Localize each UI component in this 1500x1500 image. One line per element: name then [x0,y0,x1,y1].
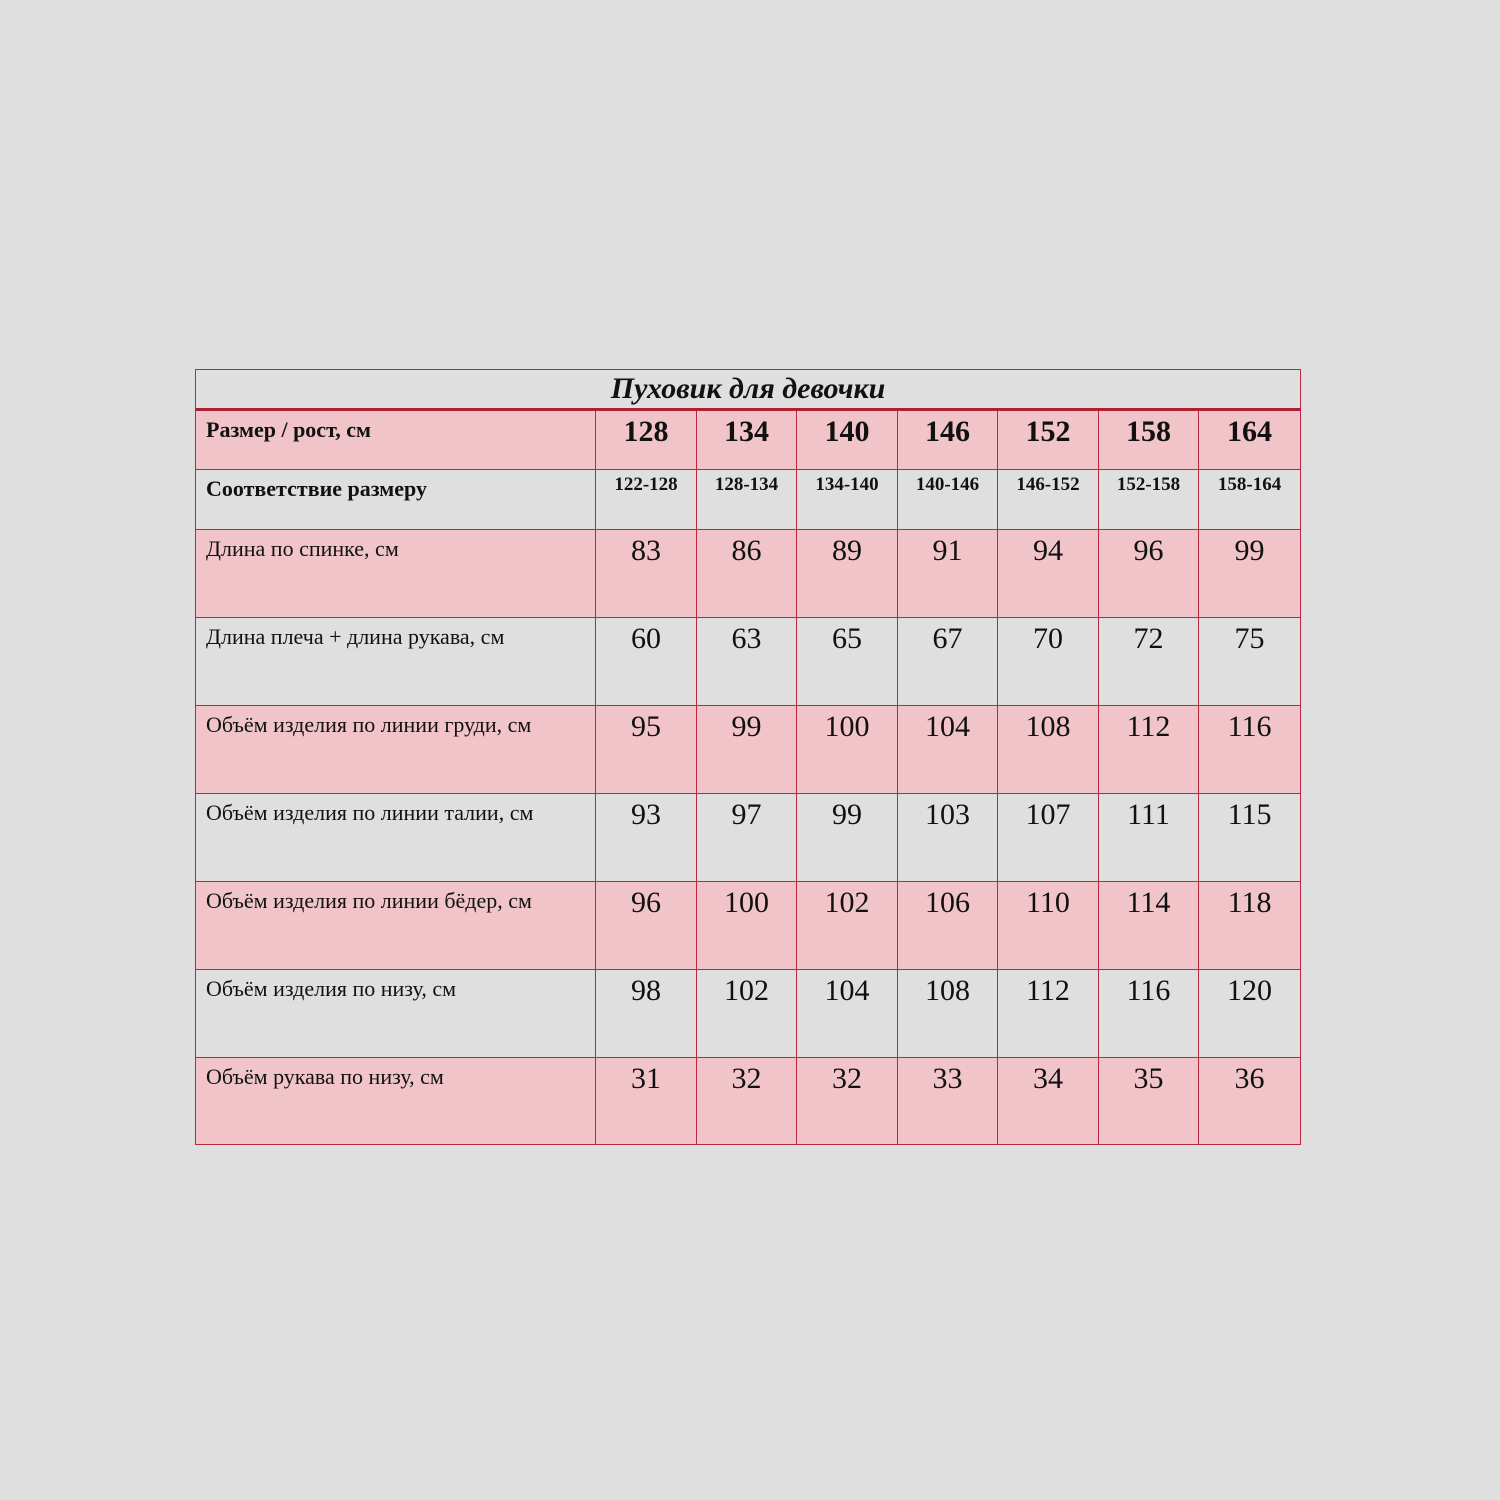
correspondence-cell: 128-134 [697,470,797,530]
correspondence-cell: 152-158 [1099,470,1199,530]
measurement-cell: 99 [797,794,898,882]
correspondence-cell: 134-140 [797,470,898,530]
measurement-cell: 102 [797,882,898,970]
measurement-cell: 32 [797,1058,898,1145]
measurement-cell: 103 [898,794,998,882]
measurement-cell: 67 [898,618,998,706]
measurement-cell: 108 [998,706,1099,794]
measurement-row [196,882,1301,970]
measurement-cell: 83 [596,530,697,618]
measurement-cell: 104 [797,970,898,1058]
measurement-row [196,530,1301,618]
measurement-cell: 93 [596,794,697,882]
size-chart-table [195,369,1301,1145]
correspondence-row [196,470,1301,530]
measurement-cell: 36 [1199,1058,1301,1145]
size-header-cell: 140 [797,410,898,470]
measurement-row [196,706,1301,794]
measurement-cell: 33 [898,1058,998,1145]
size-header-cell: 134 [697,410,797,470]
measurement-label: Объём рукава по низу, см [196,1058,596,1145]
measurement-cell: 98 [596,970,697,1058]
measurement-cell: 99 [1199,530,1301,618]
measurement-cell: 115 [1199,794,1301,882]
size-header-label: Размер / рост, см [196,410,596,470]
measurement-cell: 99 [697,706,797,794]
size-header-cell: 146 [898,410,998,470]
measurement-cell: 116 [1199,706,1301,794]
measurement-cell: 96 [596,882,697,970]
correspondence-cell: 122-128 [596,470,697,530]
measurement-cell: 91 [898,530,998,618]
measurement-cell: 31 [596,1058,697,1145]
measurement-cell: 102 [697,970,797,1058]
measurement-cell: 107 [998,794,1099,882]
measurement-cell: 65 [797,618,898,706]
size-header-cell: 158 [1099,410,1199,470]
measurement-cell: 116 [1099,970,1199,1058]
measurement-label: Объём изделия по низу, см [196,970,596,1058]
measurement-cell: 86 [697,530,797,618]
measurement-row [196,794,1301,882]
measurement-cell: 35 [1099,1058,1199,1145]
measurement-cell: 104 [898,706,998,794]
size-header-cell: 128 [596,410,697,470]
measurement-cell: 34 [998,1058,1099,1145]
measurement-cell: 110 [998,882,1099,970]
measurement-cell: 108 [898,970,998,1058]
measurement-cell: 106 [898,882,998,970]
measurement-cell: 72 [1099,618,1199,706]
measurement-label: Объём изделия по линии талии, см [196,794,596,882]
correspondence-label: Соответствие размеру [196,470,596,530]
measurement-cell: 111 [1099,794,1199,882]
measurement-cell: 95 [596,706,697,794]
measurement-label: Объём изделия по линии груди, см [196,706,596,794]
measurement-cell: 96 [1099,530,1199,618]
size-header-cell: 152 [998,410,1099,470]
measurement-row [196,970,1301,1058]
correspondence-cell: 158-164 [1199,470,1301,530]
measurement-cell: 60 [596,618,697,706]
size-header-cell: 164 [1199,410,1301,470]
correspondence-cell: 146-152 [998,470,1099,530]
measurement-label: Длина плеча + длина рукава, см [196,618,596,706]
measurement-row [196,618,1301,706]
size-header-row [196,410,1301,470]
measurement-cell: 70 [998,618,1099,706]
measurement-cell: 100 [697,882,797,970]
table-title: Пуховик для девочки [196,370,1301,410]
measurement-cell: 112 [998,970,1099,1058]
measurement-cell: 100 [797,706,898,794]
measurement-cell: 112 [1099,706,1199,794]
measurement-cell: 63 [697,618,797,706]
measurement-label: Объём изделия по линии бёдер, см [196,882,596,970]
measurement-cell: 97 [697,794,797,882]
measurement-cell: 32 [697,1058,797,1145]
measurement-cell: 120 [1199,970,1301,1058]
measurement-cell: 114 [1099,882,1199,970]
measurement-cell: 89 [797,530,898,618]
measurement-cell: 94 [998,530,1099,618]
measurement-cell: 118 [1199,882,1301,970]
correspondence-cell: 140-146 [898,470,998,530]
measurement-label: Длина по спинке, см [196,530,596,618]
measurement-row [196,1058,1301,1145]
measurement-cell: 75 [1199,618,1301,706]
